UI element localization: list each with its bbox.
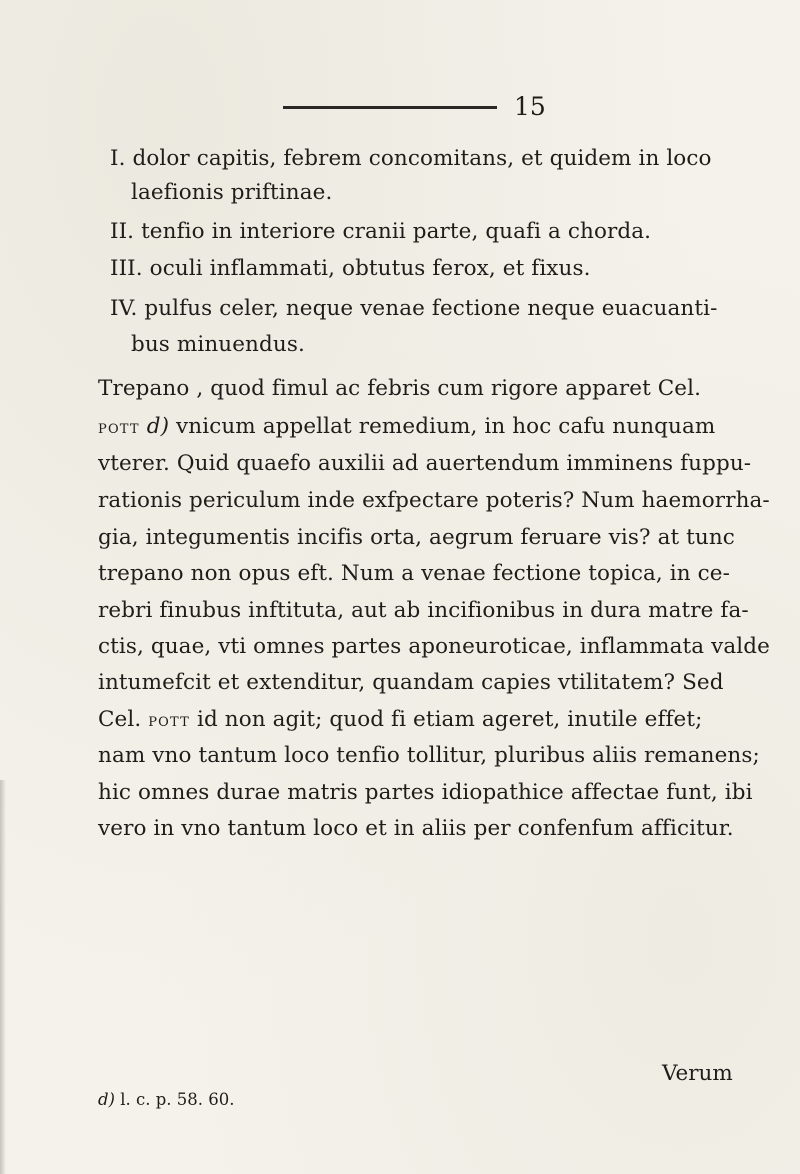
paragraph-line: rebri finubus inftituta, aut ab incifionibus in dura matre fa- <box>98 598 749 623</box>
list-numeral: IV. <box>110 296 138 321</box>
list-text: laefionis priftinae. <box>131 180 333 205</box>
list-text: oculi inflammati, obtutus ferox, et fixus. <box>149 256 591 281</box>
footnote-reference: d) <box>146 414 170 439</box>
list-item <box>110 221 651 243</box>
footnote-text: l. c. p. 58. 60. <box>120 1090 235 1109</box>
list-item <box>110 258 591 280</box>
list-item <box>131 182 332 204</box>
list-text: dolor capitis, febrem concomitans, et quidem in loco <box>132 146 712 171</box>
list-item <box>131 334 305 356</box>
paragraph-line: intumefcit et extenditur, quandam capies vtilitatem? Sed <box>98 670 724 695</box>
list-numeral: III. <box>110 256 143 281</box>
list-item <box>110 298 717 320</box>
page-edge-shadow <box>0 780 6 1174</box>
paragraph-line: gia, integumentis incifis orta, aegrum feruare vis? at tunc <box>98 525 735 550</box>
paragraph-line <box>98 709 702 731</box>
paragraph-text: id non agit; quod fi etiam ageret, inutile effet; <box>196 707 703 732</box>
paragraph-line: hic omnes durae matris partes idiopathice affectae funt, ibi <box>98 780 753 805</box>
author-name: pott <box>148 709 191 731</box>
list-text: bus minuendus. <box>131 332 305 357</box>
paragraph-line: ctis, quae, vti omnes partes aponeuroticae, inflammata valde <box>98 634 770 659</box>
paragraph-line: vero in vno tantum loco et in aliis per confenfum afficitur. <box>98 816 734 841</box>
author-name: pott <box>98 416 140 438</box>
footnote <box>98 1090 235 1109</box>
paragraph-text: Cel. <box>98 707 142 732</box>
list-text: tenfio in interiore cranii parte, quafi a chorda. <box>141 219 652 244</box>
paragraph-line: nam vno tantum loco tenfio tollitur, pluribus aliis remanens; <box>98 743 760 768</box>
header-rule <box>283 106 497 109</box>
paragraph-line: vterer. Quid quaefo auxilii ad auertendum imminens fuppu- <box>98 451 752 476</box>
paragraph-text: vnicum appellat remedium, in hoc cafu nunquam <box>176 414 716 439</box>
paragraph-line <box>98 416 715 438</box>
page-number: 15 <box>514 92 546 121</box>
list-numeral: I. <box>110 146 126 171</box>
paragraph-line: trepano non opus eft. Num a venae fectione topica, in ce- <box>98 561 730 586</box>
paragraph-line: rationis periculum inde exfpectare poteris? Num haemorrha- <box>98 488 770 513</box>
paragraph-line: Trepano , quod fimul ac febris cum rigore apparet Cel. <box>98 376 702 401</box>
list-numeral: II. <box>110 219 135 244</box>
list-item <box>110 148 712 170</box>
catchword: Verum <box>662 1061 733 1086</box>
footnote-mark: d) <box>98 1090 115 1109</box>
list-text: pulfus celer, neque venae fectione neque euacuanti- <box>144 296 718 321</box>
